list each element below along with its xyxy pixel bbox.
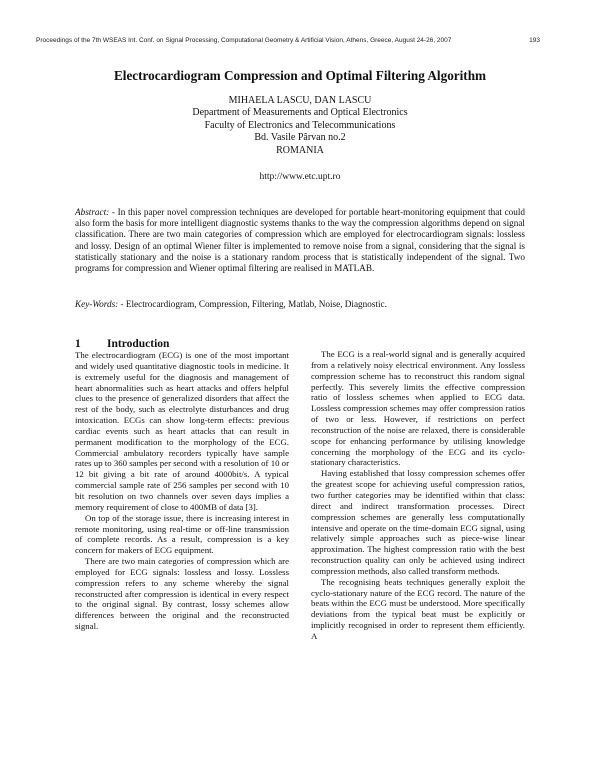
keywords-text: - Electrocardiogram, Compression, Filtering, Matlab, Noise, Diagnostic. [118,299,387,309]
running-header [36,37,540,44]
left-column [75,350,289,632]
keywords-label: Key-Words: [75,299,119,309]
author-address: Bd. Vasile Pârvan no.2 [254,132,346,144]
paragraph: Having established that lossy compression schemes offer the greatest scope for achieving useful compression ratios, two further categories may be identified within that class: direct and indirect transformation processes. Direct compression schemes are generally less computationally intensive and operate on the time-domain ECG signal, using relatively simple approaches such as piece-wise linear approximation. The highest compression ratio with the best reconstruction quality can only be achieved using indirect compression methods, also called transform methods. [311,468,525,576]
section-number: 1 [75,338,81,350]
section-title: Introduction [107,338,170,350]
right-column [311,349,525,642]
author-faculty: Faculty of Electronics and Telecommunications [204,119,396,131]
author-country: ROMANIA [276,144,324,156]
paragraph: The recognising beats techniques generally exploit the cyclo-stationary nature of the ECG record. The nature of the beats within the ECG must be understood. More specifically deviations from the typical beat must be explicitly or implicitly recognised in order to represent them efficiently. A [311,576,525,641]
abstract-text: - In this paper novel compression techniques are developed for portable heart-monitoring equipment that could also form the basis for more intelligent diagnostic systems thanks to the way the compression algorithms depend on signal classification. There are two main categories of compression which are employed for electrocardiogram signals: lossless and lossy. Design of an optimal Wiener filter is implemented to remove noise from a signal, considering that the signal is statistically stationary and the noise is a stationary random process that is statistically independent of the signal. Two programs for compression and Wiener optimal filtering are realised in MATLAB. [75,207,525,274]
author-block [0,95,600,157]
page-number: 193 [529,37,540,44]
keywords [75,299,525,310]
author-names: MIHAELA LASCU, DAN LASCU [228,95,372,106]
paragraph: There are two main categories of compression which are employed for ECG signals: lossless and lossy. Lossless compression refers to any scheme whereby the signal reconstructed after compression is identical in every respect to the original signal. By contrast, lossy schemes allow differences between the original and the reconstructed signal. [75,556,289,632]
paragraph: On top of the storage issue, there is increasing interest in remote monitoring, using real-time or off-line transmission of complete records. As a result, compression is a key concern for makers of ECG equipment. [75,512,289,556]
paper-title: Electrocardiogram Compression and Optimal Filtering Algorithm [113,68,487,83]
author-url[interactable]: http://www.etc.upt.ro [259,172,341,182]
paragraph: The electrocardiogram (ECG) is one of the most important and widely used quantitative diagnostic tools in medicine. It is extremely useful for the diagnosis and management of heart abnormalities such as heart attacks and offers helpful clues to the presence of generalized disorders that affect the rest of the body, such as electrolyte disturbances and drug intoxication. ECGs can show long-term effects: previous cardiac events such as heart attacks that can result in permanent modification to the morphology of the ECG. Commercial ambulatory recorders typically have sample rates up to 360 samples per second with a resolution of 10 or 12 bit giving a bit rate of around 4000bit/s. A typical commercial sample rate of 256 samples per second with 10 bit resolution on two channels over seven days implies a memory requirement of close to 400MB of data [3]. [75,350,290,512]
abstract-label: Abstract: [75,207,110,217]
abstract [75,207,525,274]
section-heading [75,338,169,350]
running-head-text: Proceedings of the 7th WSEAS Int. Conf. on Signal Processing, Computational Geometry & Artificial Vision, Athens, Greece, August 24-26, 2007 [36,37,452,44]
paragraph: The ECG is a real-world signal and is generally acquired from a relatively noisy electrical environment. Any lossless compression scheme has to reconstruct this random signal perfectly. This severely limits the effective compression ratio of lossless schemes when applied to ECG data. Lossless compression schemes may offer compression ratios of two or less. However, if restrictions on perfect reconstruction of the noise are relaxed, there is considerable scope for enhancing performance by utilising knowledge concerning the morphology of the ECG and its cyclo-stationary characteristics. [311,349,525,468]
author-department: Department of Measurements and Optical Electronics [192,107,408,119]
